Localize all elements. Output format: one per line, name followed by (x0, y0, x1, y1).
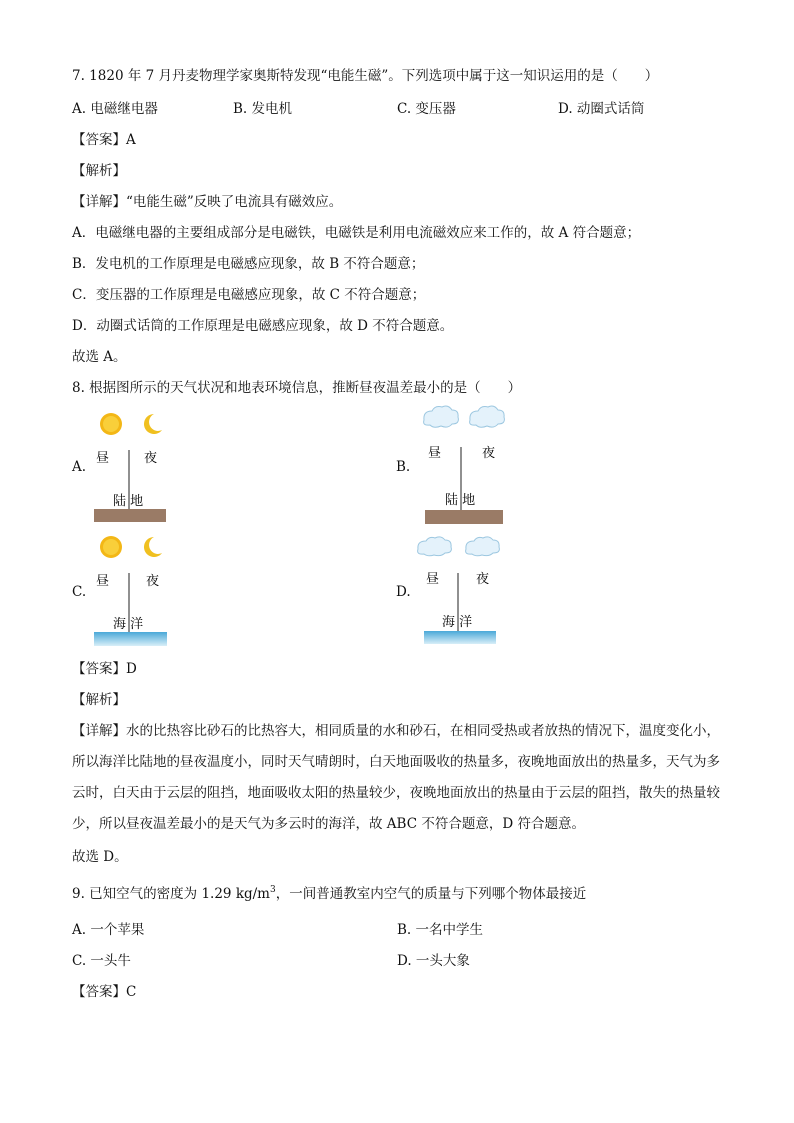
q8-analysis-label: 【解析】 (72, 692, 126, 708)
q7-option-c: C. 变压器 (397, 101, 456, 117)
q7-stem: 7. 1820 年 7 月丹麦物理学家奥斯特发现“电能生磁”。下列选项中属于这一知识运用的是（ ） (72, 68, 659, 84)
q7-analysis-label: 【解析】 (72, 163, 126, 179)
q8-figure-b-ground (425, 510, 503, 524)
q7-conclusion: 故选 A。 (72, 349, 127, 365)
q8-figure-a-ground (94, 509, 166, 522)
q9-stem (72, 884, 586, 906)
moon-icon (144, 537, 162, 557)
q8-figure-b-label: B. (396, 459, 411, 475)
q7-explain-a: A．电磁继电器的主要组成部分是电磁铁，电磁铁是利用电流磁效应来工作的，故 A 符合题意； (72, 225, 641, 241)
q7-explain-c: C．变压器的工作原理是电磁感应现象，故 C 不符合题意； (72, 287, 426, 303)
q8-figure-c-ocean (94, 632, 167, 646)
q8-figure-c-day: 昼 (96, 574, 110, 589)
cloud-icon (418, 537, 452, 556)
cloud-icon (470, 406, 505, 427)
q8-figure-d (416, 535, 506, 647)
q8-figure-a-label: A. (72, 459, 87, 475)
cloud-icon (424, 406, 459, 427)
q7-option-b: B. 发电机 (233, 101, 293, 117)
q9-answer: 【答案】C (72, 984, 137, 1000)
q9-stem-sup: 3 (269, 885, 276, 895)
q8-answer: 【答案】D (72, 661, 137, 677)
q8-figure-d-label: D. (396, 584, 411, 600)
sun-icon (100, 536, 122, 558)
sun-icon (100, 413, 122, 435)
q8-figure-c (92, 532, 172, 650)
q9-option-a: A. 一个苹果 (72, 922, 145, 938)
moon-icon (144, 414, 162, 434)
q8-figure-c-label: C. (72, 584, 87, 600)
q7-option-d: D. 动圈式话筒 (558, 101, 645, 117)
q7-explain-d: D．动圈式话筒的工作原理是电磁感应现象，故 D 不符合题意。 (72, 318, 454, 334)
q7-answer: 【答案】A (72, 132, 136, 148)
q8-figure-d-night: 夜 (476, 572, 490, 587)
q8-figure-a-surface: 陆 地 (113, 494, 144, 509)
q9-option-b: B. 一名中学生 (397, 922, 484, 938)
q9-stem-pre: 9. 已知空气的密度为 1.29 kg/m (72, 886, 270, 902)
q9-option-c: C. 一头牛 (72, 953, 131, 969)
cloud-icon (466, 537, 500, 556)
q8-figure-b (420, 404, 510, 526)
q8-conclusion: 故选 D。 (72, 849, 128, 865)
q8-figure-d-ocean (424, 631, 496, 644)
q7-detail: 【详解】“电能生磁”反映了电流具有磁效应。 (72, 194, 343, 210)
q8-detail: 【详解】水的比热容比砂石的比热容大，相同质量的水和砂石，在相同受热或者放热的情况下，温度变化小，所以海洋比陆地的昼夜温度小，同时天气晴朗时，白天地面吸收的热量多，夜晚地面放出的热量多，天气为多云时，白天由于云层的阻挡，地面吸收太阳的热量较少，夜晚地面放出的热量由于云层的阻挡，散失的热量较少，所以昼夜温差最小的是天气为多云时的海洋，故 ABC 不符合题意，D 符合题意。 (72, 723, 720, 832)
q9-option-d: D. 一头大象 (397, 953, 470, 969)
q8-figure-a (92, 408, 172, 526)
q8-stem: 8. 根据图所示的天气状况和地表环境信息，推断昼夜温差最小的是（ ） (72, 380, 522, 396)
q8-figure-b-surface: 陆 地 (445, 493, 476, 508)
q8-figure-a-night: 夜 (144, 451, 158, 466)
q9-stem-post: ，一间普通教室内空气的质量与下列哪个物体最接近 (275, 886, 587, 902)
q8-figure-c-night: 夜 (146, 574, 160, 589)
q7-explain-b: B．发电机的工作原理是电磁感应现象，故 B 不符合题意； (72, 256, 425, 272)
q8-figure-c-surface: 海 洋 (113, 617, 144, 632)
q8-figure-d-surface: 海 洋 (442, 615, 473, 630)
q8-figure-a-day: 昼 (96, 451, 110, 466)
q8-figure-b-night: 夜 (482, 446, 496, 461)
q8-figure-d-day: 昼 (426, 572, 440, 587)
q8-figure-b-day: 昼 (428, 446, 442, 461)
q7-option-a: A. 电磁继电器 (72, 101, 158, 117)
